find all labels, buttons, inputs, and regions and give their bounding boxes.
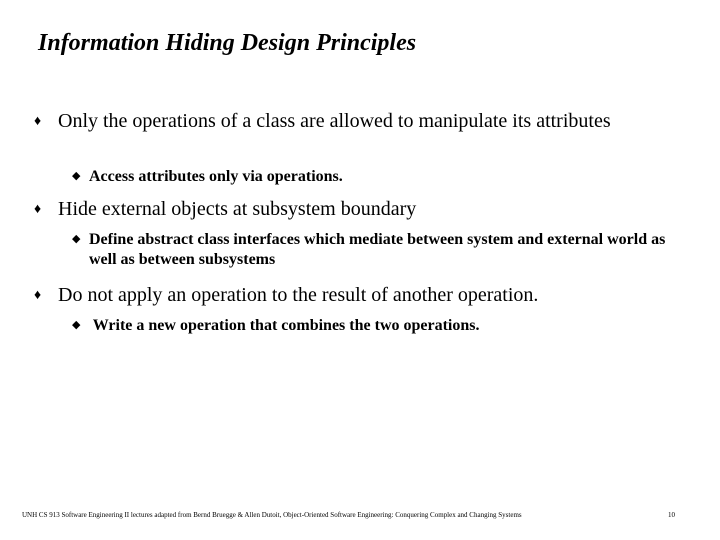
sub-bullet-text: Write a new operation that combines the two operations. bbox=[89, 317, 480, 334]
bullet-diamond-icon: ♦ bbox=[34, 288, 42, 303]
slide-title: Information Hiding Design Principles bbox=[38, 30, 417, 56]
bullet-text: Only the operations of a class are allowed to manipulate its attributes bbox=[58, 110, 611, 132]
sub-bullet-diamond-icon: ◆ bbox=[72, 170, 81, 182]
bullet-diamond-icon: ♦ bbox=[34, 202, 42, 217]
sub-bullet-diamond-icon: ◆ bbox=[72, 319, 81, 331]
sub-bullet-text: Access attributes only via operations. bbox=[89, 168, 343, 185]
sub-bullet-text: Define abstract class interfaces which mediate between system and external world as well as between subsystems bbox=[89, 231, 666, 268]
bullet-diamond-icon: ♦ bbox=[34, 114, 42, 129]
bullet-text: Do not apply an operation to the result of another operation. bbox=[58, 284, 539, 306]
page-number: 10 bbox=[668, 511, 675, 519]
slide-footer: UNH CS 913 Software Engineering II lectures adapted from Bernd Bruegge & Allen Dutoit, Object-Oriented Software Engineering: Conquering Complex and Changing Systems bbox=[22, 511, 522, 519]
sub-bullet-diamond-icon: ◆ bbox=[72, 233, 81, 245]
bullet-text: Hide external objects at subsystem boundary bbox=[58, 198, 417, 220]
